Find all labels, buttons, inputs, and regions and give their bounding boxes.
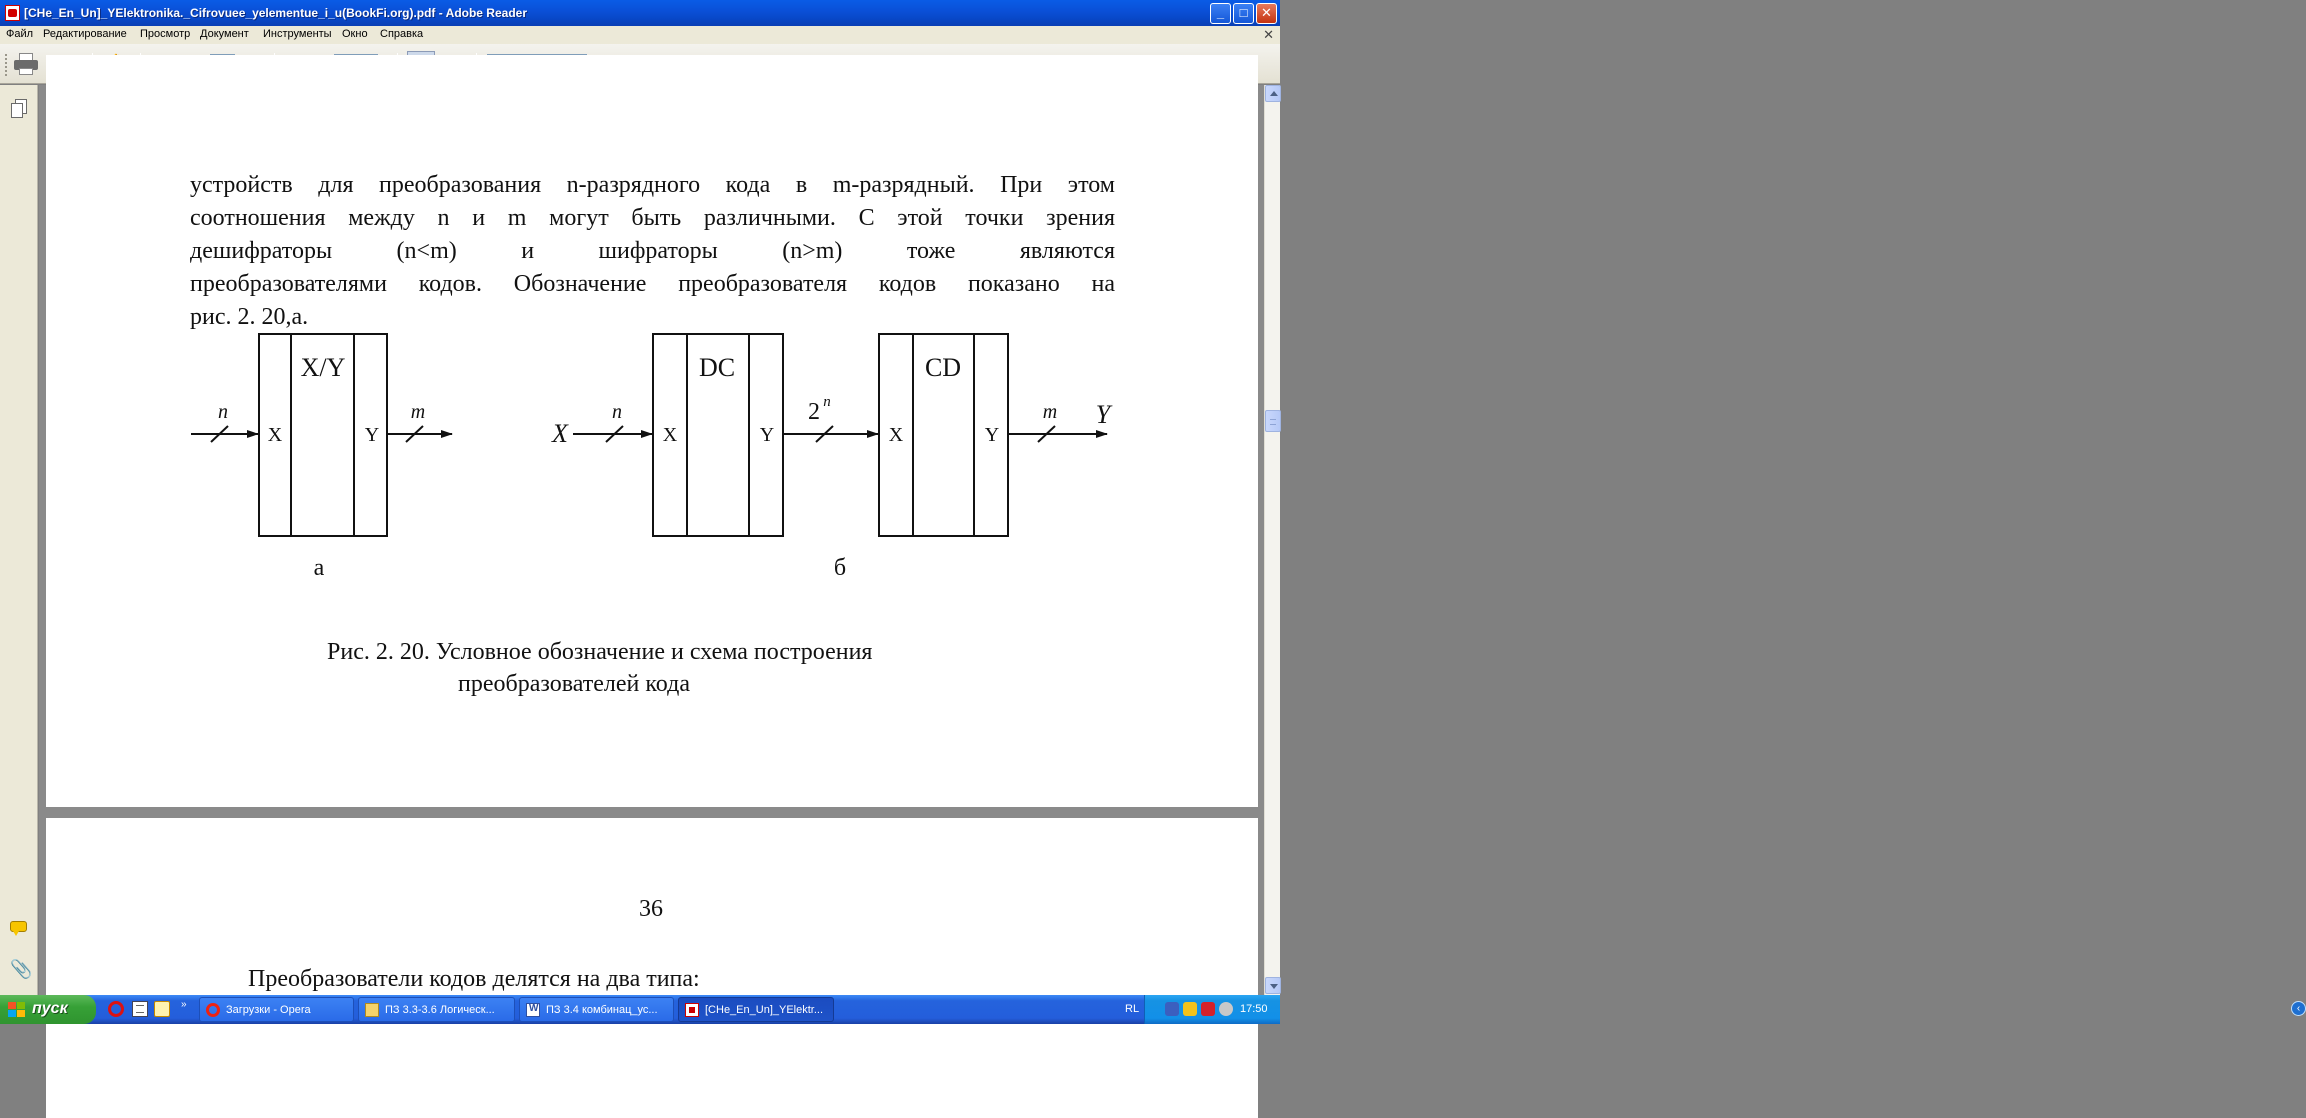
- antivirus-icon[interactable]: [1201, 1002, 1215, 1016]
- menu-window[interactable]: Окно: [342, 28, 368, 40]
- bus-label-2n-exponent: n: [823, 394, 831, 410]
- block-label-cd: CD: [924, 353, 962, 382]
- browser-quicklaunch-icon[interactable]: [154, 1001, 170, 1017]
- minimize-button[interactable]: _: [1210, 3, 1231, 24]
- language-indicator[interactable]: RL: [1125, 1003, 1140, 1015]
- text-line: преобразователями кодов. Обозначение преобразователя кодов показано на: [190, 271, 1115, 297]
- document-quicklaunch-icon[interactable]: [132, 1001, 148, 1017]
- body-text: Преобразователи кодов делятся на два типа:: [248, 966, 700, 992]
- block-label-dc: DC: [698, 353, 736, 382]
- bus-label-m: m: [1042, 401, 1058, 423]
- text-line: дешифраторы (n<m) и шифраторы (n>m) тоже являются: [190, 238, 1115, 264]
- quicklaunch-more[interactable]: »: [181, 999, 187, 1010]
- taskbar-item-label: Загрузки - Opera: [226, 1004, 311, 1016]
- text-line: устройств для преобразования n-разрядного кода в m-разрядный. При этом: [190, 172, 1115, 198]
- attachments-icon[interactable]: 📎: [10, 959, 33, 979]
- taskbar-item-label: [CHe_En_Un]_YElektr...: [705, 1004, 824, 1016]
- title-bar: [0, 0, 1280, 26]
- menu-bar: [0, 26, 1280, 44]
- opera-quicklaunch-icon[interactable]: [108, 1001, 124, 1017]
- figure-diagram: [186, 330, 1116, 600]
- start-button[interactable]: [0, 995, 96, 1024]
- port-label-y: Y: [364, 424, 380, 446]
- page-number: 36: [639, 896, 663, 922]
- network-icon[interactable]: [1165, 1002, 1179, 1016]
- document-view[interactable]: [39, 85, 1264, 995]
- pages-icon[interactable]: [10, 99, 28, 119]
- menu-file[interactable]: Файл: [6, 28, 34, 40]
- port-label-x: X: [888, 424, 904, 446]
- figure-caption-line1: Рис. 2. 20. Условное обозначение и схема построения: [327, 639, 873, 665]
- vertical-scrollbar[interactable]: [1264, 85, 1280, 995]
- window-title: [CHe_En_Un]_YElektronika._Cifrovuee_yelementue_i_u(BookFi.org).pdf - Adobe Reader: [24, 6, 527, 20]
- folder-icon: [365, 1003, 379, 1017]
- menu-tools[interactable]: Инструменты: [263, 28, 332, 40]
- pdf-page: [46, 55, 1258, 807]
- toolbar-grip[interactable]: [5, 54, 8, 76]
- pdf-page: [46, 818, 1258, 1118]
- taskbar: [0, 995, 2301, 1024]
- figure-caption-line2: преобразователей кода: [458, 671, 690, 697]
- maximize-button[interactable]: □: [1233, 3, 1254, 24]
- port-label-x: X: [267, 424, 283, 446]
- taskbar-item-adobe-reader[interactable]: [678, 997, 834, 1022]
- opera-icon: [206, 1003, 220, 1017]
- port-label-y: Y: [759, 424, 775, 446]
- scroll-down-button[interactable]: [1265, 977, 1281, 994]
- windows-flag-icon: [8, 1002, 26, 1018]
- menu-document[interactable]: Документ: [200, 28, 249, 40]
- block-label-xy: X/Y: [300, 353, 346, 382]
- clock: 17:50: [1240, 1003, 1268, 1015]
- scroll-up-button[interactable]: [1265, 85, 1281, 102]
- word-icon: [526, 1003, 540, 1017]
- scroll-thumb[interactable]: [1265, 410, 1281, 432]
- body-text: [190, 169, 1115, 334]
- taskbar-item-label: ПЗ 3.4 комбинац_ус...: [546, 1004, 658, 1016]
- port-label-y: Y: [984, 424, 1000, 446]
- close-button[interactable]: ✕: [1256, 3, 1277, 24]
- bus-label-n: n: [612, 401, 622, 423]
- pdf-icon: [685, 1003, 699, 1017]
- text-line: соотношения между n и m могут быть различными. С этой точки зрения: [190, 205, 1115, 231]
- taskbar-item-folder[interactable]: [358, 997, 515, 1022]
- taskbar-item-word[interactable]: [519, 997, 674, 1022]
- start-label: пуск: [32, 1000, 68, 1017]
- security-icon[interactable]: [1183, 1002, 1197, 1016]
- volume-icon[interactable]: [1219, 1002, 1233, 1016]
- bus-label-n: n: [218, 401, 228, 423]
- text-line: рис. 2. 20,а.: [190, 304, 309, 330]
- output-label-y: Y: [1095, 400, 1111, 429]
- menu-help[interactable]: Справка: [380, 28, 424, 40]
- taskbar-item-opera[interactable]: [199, 997, 354, 1022]
- figure-sublabel-b: б: [833, 555, 847, 581]
- taskbar-item-label: ПЗ 3.3-3.6 Логическ...: [385, 1004, 495, 1016]
- input-label-x: X: [552, 419, 568, 448]
- bus-label-2n: 2: [808, 399, 820, 425]
- menu-view[interactable]: Просмотр: [140, 28, 191, 40]
- menu-edit[interactable]: Редактирование: [43, 28, 127, 40]
- port-label-x: X: [662, 424, 678, 446]
- tray-expand-icon[interactable]: ‹: [2291, 1001, 2306, 1016]
- bus-label-m: m: [410, 401, 426, 423]
- close-document-icon[interactable]: ✕: [1263, 27, 1274, 42]
- comments-icon[interactable]: [10, 919, 28, 939]
- print-icon[interactable]: [14, 53, 38, 75]
- adobe-reader-icon: [5, 5, 20, 21]
- figure-sublabel-a: а: [313, 555, 325, 581]
- navigation-panel: [0, 85, 38, 995]
